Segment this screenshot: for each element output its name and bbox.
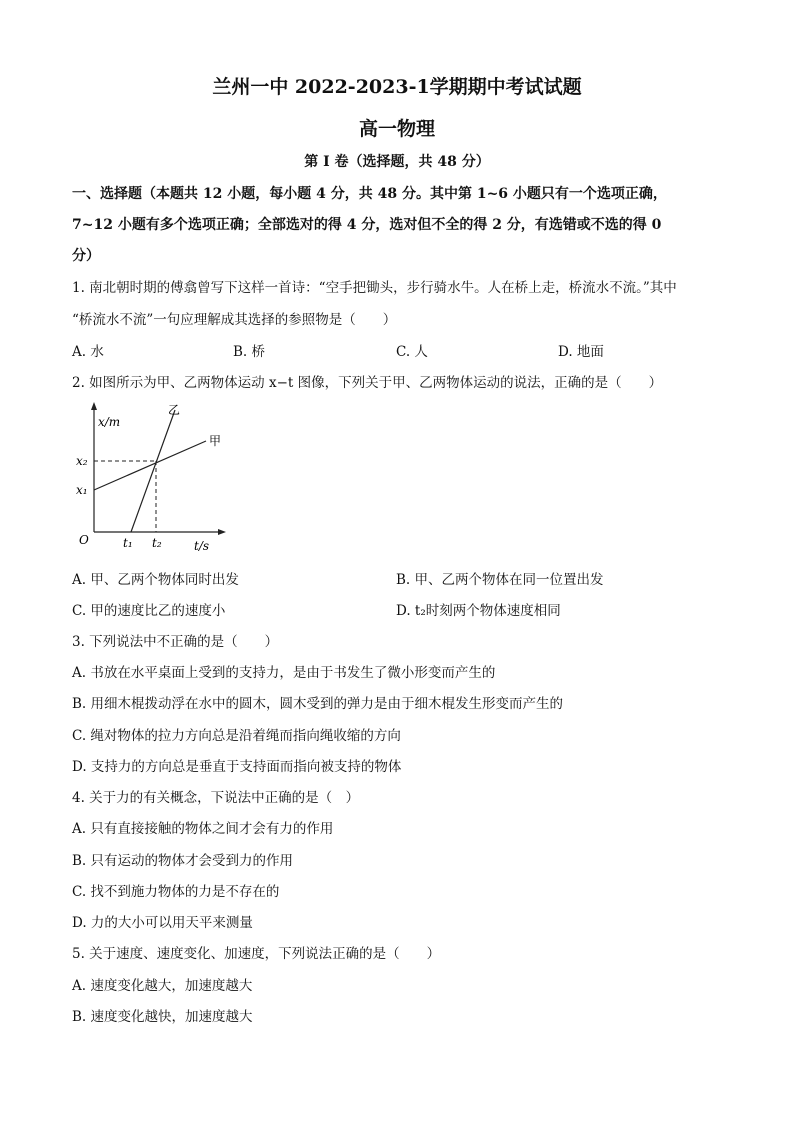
q1-option-b: B. 桥 [233,344,266,360]
tick-t1: t₁ [123,536,133,550]
subject-title: 高一物理 [358,118,435,140]
q1-stem-line-1: 1. 南北朝时期的傅翕曾写下这样一首诗：“空手把锄头，步行骑水牛。人在桥上走，桥流水不流。”其中 [72,280,677,296]
q5-option-a: A. 速度变化越大，加速度越大 [72,978,253,994]
q4-option-a: A. 只有直接接触的物体之间才会有力的作用 [72,821,334,837]
q3-option-d: D. 支持力的方向总是垂直于支持面而指向被支持的物体 [72,759,402,775]
q4-option-d: D. 力的大小可以用天平来测量 [72,915,253,931]
instructions-line-3: 分） [72,248,100,264]
line-yi-label: 乙 [168,403,181,417]
q1-option-c: C. 人 [396,344,428,360]
q2-option-d: D. t₂时刻两个物体速度相同 [396,603,561,619]
instructions-line-2: 7~12 小题有多个选项正确；全部选对的得 4 分，选对但不全的得 2 分，有选错或不选的得 0 [72,217,662,233]
q3-option-a: A. 书放在水平桌面上受到的支持力，是由于书发生了微小形变而产生的 [72,665,496,681]
y-axis-arrow [91,402,97,410]
line-jia [94,441,206,490]
y-axis-label: x/m [98,415,121,429]
q4-option-c: C. 找不到施力物体的力是不存在的 [72,884,280,900]
tick-x1: x₁ [76,483,88,497]
q2-stem: 2. 如图所示为甲、乙两物体运动 x−t 图像，下列关于甲、乙两物体运动的说法，正确的是（ ） [72,375,663,391]
q1-option-a: A. 水 [72,344,104,360]
instructions-line-1: 一、选择题（本题共 12 小题，每小题 4 分，共 48 分。其中第 1~6 小题只有一个选项正确， [72,186,667,202]
tick-t2: t₂ [152,536,162,550]
line-jia-label: 甲 [209,434,222,448]
q1-stem-line-2: “桥流水不流”一句应理解成其选择的参照物是（ ） [72,312,397,328]
q2-option-a: A. 甲、乙两个物体同时出发 [72,572,239,588]
origin-label: O [79,533,89,547]
x-axis-label: t/s [194,539,210,553]
q2-option-c: C. 甲的速度比乙的速度小 [72,603,226,619]
q1-option-d: D. 地面 [558,344,604,360]
q4-option-b: B. 只有运动的物体才会受到力的作用 [72,853,294,869]
q4-stem: 4. 关于力的有关概念，下说法中正确的是（ ） [72,790,360,806]
tick-x2: x₂ [76,454,88,468]
q3-option-c: C. 绳对物体的拉力方向总是沿着绳而指向绳收缩的方向 [72,728,401,744]
q3-option-b: B. 用细木棍拨动浮在水中的圆木，圆木受到的弹力是由于细木棍发生形变而产生的 [72,696,564,712]
q5-stem: 5. 关于速度、速度变化、加速度，下列说法正确的是（ ） [72,946,441,962]
q5-option-b: B. 速度变化越快，加速度越大 [72,1009,253,1025]
x-axis-arrow [218,529,226,535]
xt-graph [72,398,232,558]
q2-option-b: B. 甲、乙两个物体在同一位置出发 [396,572,604,588]
exam-title: 兰州一中 2022-2023-1学期期中考试试题 [212,76,582,98]
q3-stem: 3. 下列说法中不正确的是（ ） [72,634,279,650]
section-heading: 第 I 卷（选择题，共 48 分） [304,154,490,170]
